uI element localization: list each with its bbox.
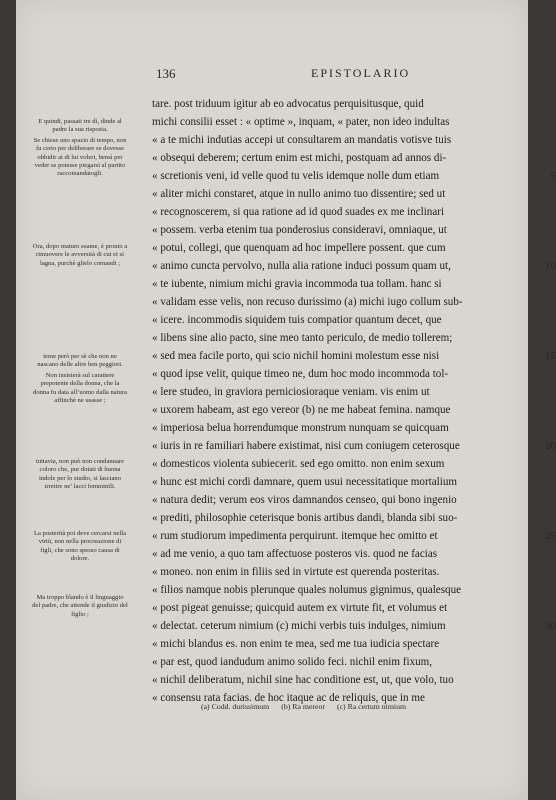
text-line: « ad me venio, a quo tam affectuose posteros vis. quod ne facias	[152, 548, 438, 560]
line-number: 20	[545, 440, 556, 452]
footnote: (b) Ra mereor	[281, 702, 325, 711]
text-line: « lere studeo, in graviora perniciosioraque veniam. vis enim ut	[152, 386, 430, 398]
footnote: (c) Ra certum nimium	[336, 702, 407, 711]
running-title: EPISTOLARIO	[311, 66, 411, 80]
text-line: « a te michi indutias accepi ut consultarem an mandatis votisve tuis	[152, 134, 452, 146]
margin-note-paragraph: Ora, dopo maturo esame, è pronto a rimuovere le avversità di cui ei si lagna, purchè glielo comandi ;	[32, 243, 128, 267]
text-line: « michi blandus es. non enim te mea, sed me tua iudicia spectare	[152, 638, 440, 650]
margin-note-paragraph: teme però per sè che non ne nascano delle altre ben peggiori.	[37, 353, 123, 369]
text-line: « animo cuncta pervolvo, nulla alia ratione induci possum quam ut,	[152, 260, 451, 272]
text-line: « post pigeat genuisse; quicquid autem ex virtute fit, et volumus et	[152, 602, 448, 614]
text-line: « imperiosa belua horrendumque monstrum nunquam se quicquam	[152, 422, 449, 434]
margin-note	[32, 243, 128, 270]
text-line: « icere. incommodis siquidem tuis compatior quantum decet, que	[152, 314, 442, 326]
text-line: tare. post triduum igitur ab eo advocatus perquisitusque, quid	[152, 98, 424, 110]
text-line: « nichil deliberatum, nichil sine hac conditione est, ut, que volo, tuo	[152, 674, 454, 686]
margin-note	[32, 594, 128, 621]
text-line: « moneo. non enim in filiis sed in virtute est querenda posteritas.	[152, 566, 440, 578]
text-line: « uxorem habeam, ast ego vereor (b) ne me habeat femina. namque	[152, 404, 451, 416]
margin-note-paragraph: La posterità poi deve cercarsi nella virtù, non nella procreazione di figli, che sono spesso causa di dolore.	[33, 530, 127, 563]
margin-note-paragraph: tuttavia, non può non condannare coloro che, pur dotati di buona indole per lo studio, si lasciano irretire ne’ lacci femminili.	[35, 458, 125, 491]
margin-note-paragraph: E quindi, passati tre dì, dinde al padre la sua risposta.	[38, 118, 122, 134]
text-line: « iuris in re familiari habere existimat, nisi cum coniugem ceterosque	[152, 440, 460, 452]
text-line: « domesticos violenta subiecerit. sed ego omitto. non enim sexum	[152, 458, 445, 470]
text-line: « potui, collegi, que quenquam ad hoc impellere possent. que cum	[152, 242, 446, 254]
text-line: « te iubente, nimium michi gravia incommoda tua tollam. hanc si	[152, 278, 442, 290]
text-line: « sed mea facile porto, qui scio nichil homini molestum esse nisi	[152, 350, 440, 362]
text-line: « validam esse velis, non recuso durissimo (a) michi iugo collum sub-	[152, 296, 463, 308]
text-line: « scretionis veni, id velle quod tu velis idemque nolle dum etiam	[152, 170, 440, 182]
text-line: « quod ipse velit, quique timeo ne, dum hoc modo incommoda tol-	[152, 368, 449, 380]
text-line: « recognoscerem, si qua ratione ad id quod suades ex me inclinari	[152, 206, 445, 218]
line-number: 15	[545, 350, 556, 362]
text-line: « obsequi deberem; certum enim est michi, postquam ad annos di-	[152, 152, 447, 164]
text-line: « rum studiorum impedimenta perquirunt. itemque hec omitto et	[152, 530, 438, 542]
text-line: « possem. verba etenim tua ponderosius consideravi, omniaque, ut	[152, 224, 447, 236]
line-number: 5	[550, 170, 556, 182]
text-line: « prediti, philosophie ceterisque bonis artibus dandi, blanda sibi suo-	[152, 512, 458, 524]
line-number: 30	[545, 620, 556, 632]
text-line: « natura dedit; verum eos viros damnandos censeo, qui bono ingenio	[152, 494, 457, 506]
text-line: « delectat. ceterum nimium (c) michi verbis tuis indulges, nimium	[152, 620, 446, 632]
margin-note	[32, 530, 128, 566]
margin-note-paragraph: Ma troppo blando è il linguaggio del padre, che attende il giudizio del figlio ;	[32, 594, 128, 618]
text-line: « par est, quod iandudum animo solido feci. nichil enim fixum,	[152, 656, 433, 668]
page-header	[156, 66, 526, 82]
margin-note-paragraph: Se chiese uno spazio di tempo, non fu certo per deliberare se dovesse obbidir ai di lui voleri, bensì per veder se potesse piegarsi al partito raccomandatogli.	[33, 136, 127, 178]
book-page	[16, 0, 556, 800]
text-line: « hunc est michi cordi damnare, quem usui necessitatique mortalium	[152, 476, 457, 488]
margin-note	[32, 458, 128, 494]
line-number: 10	[545, 260, 556, 272]
text-line: « aliter michi constaret, atque in nullo animo tuo dissentire; sed ut	[152, 188, 446, 200]
text-line: « filios namque nobis plerunque quales nolumus gignimus, qualesque	[152, 584, 462, 596]
text-line: « libens sine alio pacto, sine meo tanto periculo, de medio tollerem;	[152, 332, 453, 344]
footnote: (a) Codd. durissimum	[201, 702, 270, 711]
text-line: « consensu rata facias. de hoc itaque ac de reliquis, que in me	[152, 692, 425, 704]
text-line: michi consilii esset : « optime », inquam, « pater, non ideo indultas	[152, 116, 450, 128]
margin-note	[32, 118, 128, 181]
footnotes	[201, 702, 501, 711]
margin-note-paragraph: Non insisterà sul carattere prepotente della donna, che la donna fu data all’uomo dalla natura affinchè ne usasse ;	[33, 371, 127, 405]
margin-note	[32, 353, 128, 407]
page-number: 136	[156, 66, 176, 81]
line-number: 25	[545, 530, 556, 542]
